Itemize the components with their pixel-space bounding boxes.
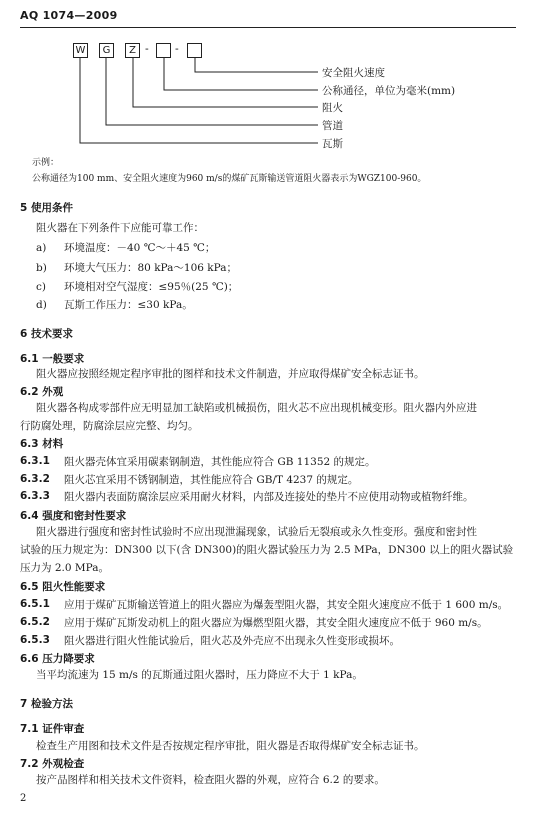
clause-6-3-3-key: 6.3.3 xyxy=(20,490,50,502)
clause-6-3-1-text: 阻火器壳体宜采用碳素钢制造，其性能应符合 GB 11352 的规定。 xyxy=(64,456,376,468)
clause-6-3-3-text: 阻火器内表面防腐涂层应采用耐火材料，内部及连接处的垫片不应使用动物或植物纤维。 xyxy=(64,491,474,503)
label-pipeline: 管道 xyxy=(322,120,343,132)
designation-leader-lines xyxy=(0,0,535,160)
section-6-6-text: 当平均流速为 15 m/s 的瓦斯通过阻火器时，压力降应不大于 1 kPa。 xyxy=(36,669,363,681)
label-fire-arrest: 阻火 xyxy=(322,102,343,114)
section-6-heading: 6 技术要求 xyxy=(20,328,73,340)
section-7-2-heading: 7.2 外观检查 xyxy=(20,758,85,770)
code-dash-2: - xyxy=(175,42,179,55)
clause-6-3-2-text: 阻火芯宜采用不锈钢制造，其性能应符合 GB/T 4237 的规定。 xyxy=(64,474,359,486)
code-box-z: Z xyxy=(125,43,140,58)
code-box-w: W xyxy=(73,43,88,58)
clause-6-3-1-key: 6.3.1 xyxy=(20,455,50,467)
section-6-6-heading: 6.6 压力降要求 xyxy=(20,653,95,665)
code-box-g: G xyxy=(99,43,114,58)
example-text: 公称通径为100 mm、安全阻火速度为960 m/s的煤矿瓦斯输送管道阻火器表示为WGZ100-960。 xyxy=(32,174,427,184)
condition-text-c: 环境相对空气湿度：≤95％(25 ℃)； xyxy=(64,281,239,293)
section-6-3-heading: 6.3 材料 xyxy=(20,438,64,450)
section-6-1-heading: 6.1 一般要求 xyxy=(20,353,85,365)
standard-number: AQ 1074—2009 xyxy=(20,9,118,22)
clause-6-5-2-text: 应用于煤矿瓦斯发动机上的阻火器应为爆燃型阻火器，其安全阻火速度应不低于 960 m/s。 xyxy=(64,617,488,629)
condition-text-b: 环境大气压力：80 kPa～106 kPa； xyxy=(64,262,238,274)
label-gas: 瓦斯 xyxy=(322,138,343,150)
section-6-2-line-2: 行防腐处理，防腐涂层应完整、均匀。 xyxy=(20,420,199,432)
code-dash-1: - xyxy=(145,42,149,55)
clause-6-5-3-key: 6.5.3 xyxy=(20,634,50,646)
clause-6-3-2-key: 6.3.2 xyxy=(20,473,50,485)
section-6-2-heading: 6.2 外观 xyxy=(20,386,64,398)
condition-key-c: c) xyxy=(36,281,46,293)
label-nominal-diameter: 公称通径，单位为毫米(mm) xyxy=(322,85,456,97)
section-6-4-line-1: 阻火器进行强度和密封性试验时不应出现泄漏现象，试验后无裂痕或永久性变形。强度和密封性 xyxy=(36,526,477,538)
condition-key-a: a) xyxy=(36,242,47,254)
section-6-4-line-3: 压力为 2.0 MPa。 xyxy=(20,562,109,574)
section-5-intro: 阻火器在下列条件下应能可靠工作： xyxy=(36,222,204,234)
page-number: 2 xyxy=(20,793,27,804)
section-6-5-heading: 6.5 阻火性能要求 xyxy=(20,581,106,593)
section-6-1-text: 阻火器应按照经规定程序审批的图样和技术文件制造，并应取得煤矿安全标志证书。 xyxy=(36,368,425,380)
clause-6-5-3-text: 阻火器进行阻火性能试验后，阻火芯及外壳应不出现永久性变形或损坏。 xyxy=(64,635,400,647)
section-7-1-heading: 7.1 证件审查 xyxy=(20,723,85,735)
section-5-heading: 5 使用条件 xyxy=(20,202,73,214)
label-safe-speed: 安全阻火速度 xyxy=(322,67,385,79)
section-7-1-text: 检查生产用图和技术文件是否按规定程序审批，阻火器是否取得煤矿安全标志证书。 xyxy=(36,740,425,752)
section-7-heading: 7 检验方法 xyxy=(20,698,73,710)
condition-text-a: 环境温度：－40 ℃～＋45 ℃； xyxy=(64,242,216,254)
condition-key-d: d) xyxy=(36,299,47,311)
section-7-2-text: 按产品图样和相关技术文件资料，检查阻火器的外观，应符合 6.2 的要求。 xyxy=(36,774,385,786)
section-6-4-heading: 6.4 强度和密封性要求 xyxy=(20,510,127,522)
section-6-2-line-1: 阻火器各构成零部件应无明显加工缺陷或机械损伤，阻火芯不应出现机械变形。阻火器内外应进 xyxy=(36,402,477,414)
clause-6-5-1-key: 6.5.1 xyxy=(20,598,50,610)
condition-key-b: b) xyxy=(36,262,47,274)
clause-6-5-1-text: 应用于煤矿瓦斯输送管道上的阻火器应为爆轰型阻火器，其安全阻火速度应不低于 1 600 m/s。 xyxy=(64,599,509,611)
section-6-4-line-2: 试验的压力规定为：DN300 以下(含 DN300)的阻火器试验压力为 2.5 MPa，DN300 以上的阻火器试验 xyxy=(20,544,514,556)
clause-6-5-2-key: 6.5.2 xyxy=(20,616,50,628)
example-title: 示例： xyxy=(32,158,60,168)
condition-text-d: 瓦斯工作压力：≤30 kPa。 xyxy=(64,299,193,311)
